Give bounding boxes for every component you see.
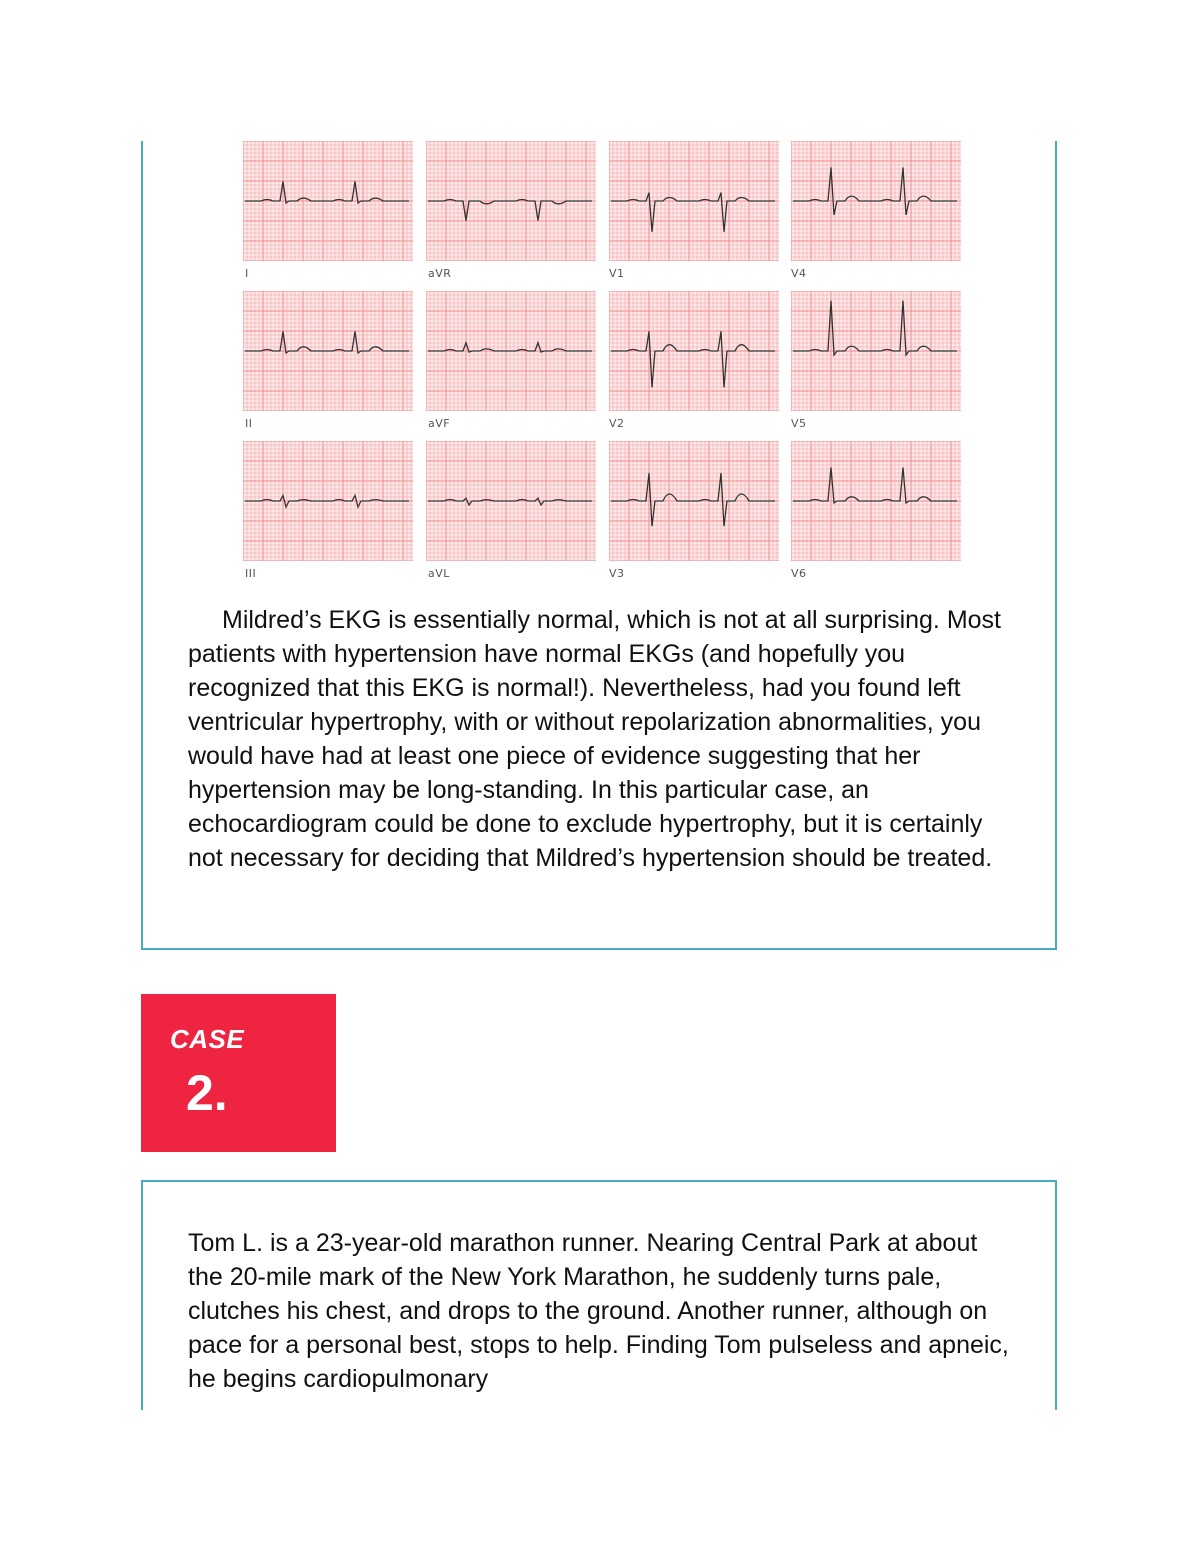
- ekg-panel-V1: [609, 141, 779, 261]
- lead-label-V5: V5: [791, 417, 807, 430]
- ekg-interpretation-paragraph: Mildred’s EKG is essentially normal, which is not at all surprising. Most patients with hypertension have normal EKGs (and hopefully you recognized that this EKG is normal!). Nevertheless, had you found left ventricular hypertrophy, with or without repolarization abnormalities, you would have had at least one piece of evidence suggesting that her hypertension may be long-standing. In this particular case, an echocardiogram could be done to exclude hypertrophy, but it is certainly not necessary for deciding that Mildred’s hypertension should be treated.: [188, 606, 1001, 872]
- ekg-panel-V6: [791, 441, 961, 561]
- case-label: CASE: [170, 1024, 245, 1054]
- lead-label-II: II: [245, 417, 253, 430]
- ekg-panel-aVF: [426, 291, 596, 411]
- lead-label-aVL: aVL: [428, 567, 450, 580]
- case-description-box: [141, 1180, 1057, 1410]
- ekg-panel-aVL: [426, 441, 596, 561]
- ekg-panel-V4: [791, 141, 961, 261]
- ekg-panel-III: [243, 441, 413, 561]
- ekg-panel-aVR: [426, 141, 596, 261]
- case-description-paragraph: Tom L. is a 23-year-old marathon runner. Nearing Central Park at about the 20-mile mark of the New York Marathon, he suddenly turns pale, clutches his chest, and drops to the ground. Another runner, although on pace for a personal best, stops to help. Finding Tom pulseless and apneic, he begins cardiopulmonary: [188, 1229, 1009, 1393]
- case-badge: [141, 994, 336, 1152]
- lead-label-V6: V6: [791, 567, 807, 580]
- lead-label-aVR: aVR: [428, 267, 452, 280]
- ekg-panel-V2: [609, 291, 779, 411]
- ekg-panel-II: [243, 291, 413, 411]
- ekg-panel-I: [243, 141, 413, 261]
- ekg-panel-V5: [791, 291, 961, 411]
- lead-label-III: III: [245, 567, 257, 580]
- lead-label-V2: V2: [609, 417, 625, 430]
- explanation-box: [141, 141, 1057, 950]
- lead-label-aVF: aVF: [428, 417, 451, 430]
- lead-label-V1: V1: [609, 267, 625, 280]
- lead-label-V4: V4: [791, 267, 807, 280]
- case-number: 2.: [186, 1065, 228, 1121]
- ekg-12-lead-figure: [243, 141, 963, 581]
- lead-label-I: I: [245, 267, 249, 280]
- ekg-panel-V3: [609, 441, 779, 561]
- lead-label-V3: V3: [609, 567, 625, 580]
